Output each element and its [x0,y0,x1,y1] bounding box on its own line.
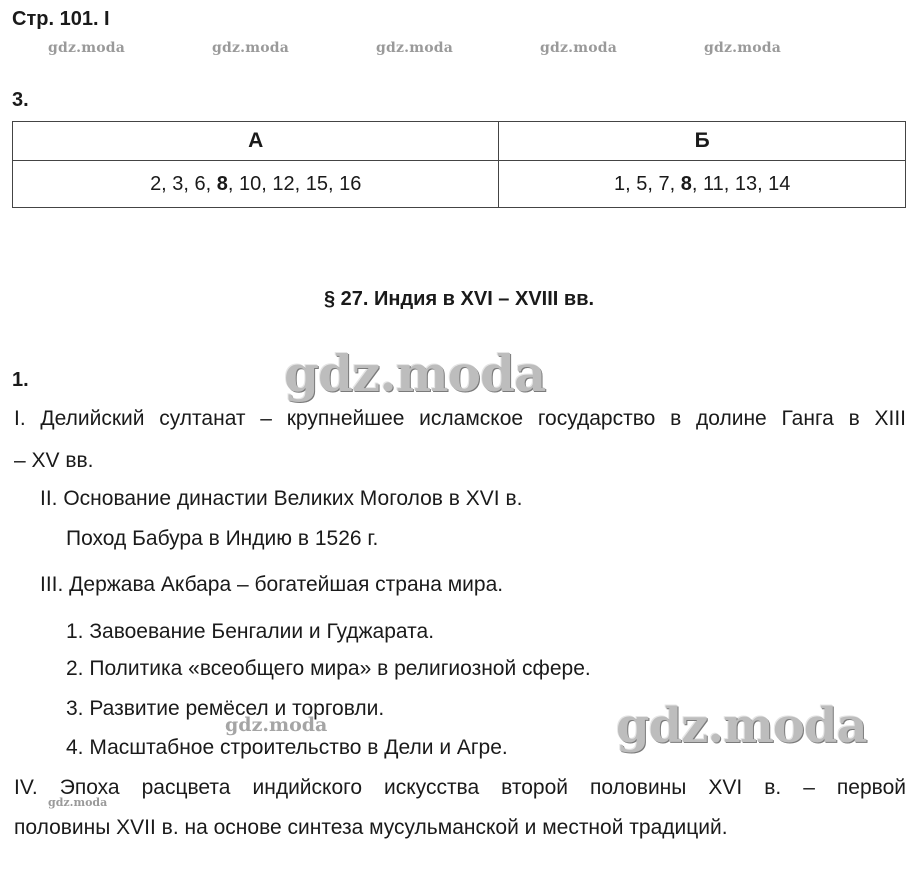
outline-item-4: IV. Эпоха расцвета индийского искусства второй половины XVI в. – первой [14,776,906,799]
watermark: gdz.moda [48,40,126,56]
watermark: gdz.moda [376,40,454,56]
cell-b-text-before: 1, 5, 7, [613,172,681,195]
outline-subitem: 1. Завоевание Бенгалии и Гуджарата. [66,620,435,643]
task-number: 1. [12,369,29,391]
task-number: 3. [12,89,29,111]
outline-item-2: II. Основание династии Великих Моголов в XVI в. [40,487,523,510]
page-reference: Стр. 101. I [12,8,110,30]
section-title: § 27. Индия в XVI – XVIII вв. [323,288,595,310]
column-header-a: А [13,122,499,161]
outline-item-4-cont: половины XVII в. на основе синтеза мусульманской и местной традиций. [14,816,728,839]
cell-b [499,161,906,208]
watermark-large: gdz.moda [616,698,867,754]
watermark: gdz.moda [48,796,108,809]
table-row [13,161,906,208]
cell-a-text-after: , 10, 12, 15, 16 [227,172,362,195]
outline-item-3: III. Держава Акбара – богатейшая страна мира. [40,573,504,596]
outline-subitem: 4. Масштабное строительство в Дели и Агре. [66,736,508,759]
outline-subitem: 3. Развитие ремёсел и торговли. [66,697,385,720]
cell-a-text-before: 2, 3, 6, [150,172,217,195]
cell-b-bold: 8 [680,172,692,195]
cell-a [13,161,499,208]
watermark-large: gdz.moda [284,344,546,403]
outline-subitem: Поход Бабура в Индию в 1526 г. [66,527,379,550]
cell-a-bold: 8 [216,172,228,195]
watermark: gdz.moda [540,40,618,56]
outline-item-1: I. Делийский султанат – крупнейшее исламское государство в долине Ганга в XIII [14,407,906,430]
outline-item-1-cont: – XV вв. [14,449,94,472]
answer-table [12,121,906,208]
outline-subitem: 2. Политика «всеобщего мира» в религиозной сфере. [66,657,591,680]
column-header-b: Б [499,122,906,161]
watermark: gdz.moda [704,40,782,56]
cell-b-text-after: , 11, 13, 14 [691,172,791,195]
watermark: gdz.moda [225,714,328,736]
watermark: gdz.moda [212,40,290,56]
table-header-row [13,122,906,161]
